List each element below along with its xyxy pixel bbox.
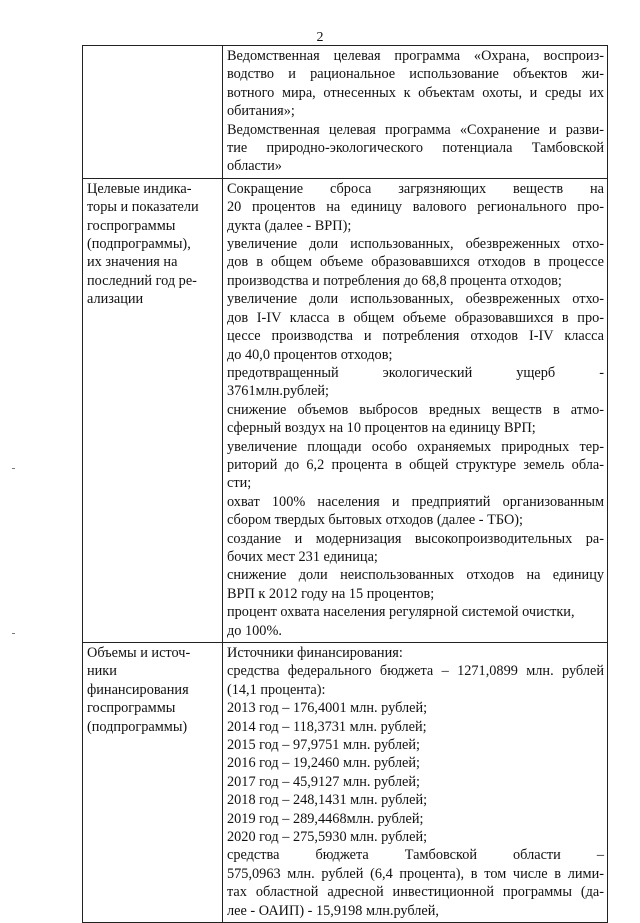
label-line: (подпрограммы), [87,236,191,253]
value-line: бочих мест 231 единица; [227,548,378,565]
value-line: 2015 год – 97,9751 млн. рублей; [227,737,420,754]
value-line: Источники финансирования: [227,645,403,661]
value-line: тие природно-экологического потенциала Тамбовской [227,140,604,157]
margin-mark [12,468,15,469]
label-line: Целевые индика- [87,180,192,197]
value-line: 2017 год – 45,9127 млн. рублей; [227,773,420,790]
label-line: ники [87,663,117,680]
value-line: 3761млн.рублей; [227,383,329,400]
value-line: (14,1 процента): [227,681,326,698]
value-line: лее - ОАИП) - 15,9198 млн.рублей, [227,902,439,919]
label-line: их значения на [87,254,178,271]
value-line: охват 100% населения и предприятий организованным [227,493,604,510]
value-line: обитания»; [227,103,295,120]
row-value-cell [223,178,608,642]
label-line: финансирования [87,681,189,698]
table-row [83,643,608,923]
label-line: последний год ре- [87,272,197,289]
value-line: Ведомственная целевая программа «Охрана, воспроиз- [227,48,604,64]
margin-mark [12,633,15,634]
value-line: увеличение площади особо охраняемых природных тер- [227,438,604,455]
value-line: до 100%. [227,622,282,639]
label-line: ализации [87,291,144,308]
value-line: снижение доли неиспользованных отходов на единицу [227,567,604,584]
label-line: (подпрограммы) [87,718,188,735]
value-line: создание и модернизация высокопроизводительных ра- [227,530,604,547]
value-line: водство и рациональное использование объектов жи- [227,66,604,83]
value-line: цессе производства и потребления отходов I-IV класса [227,328,604,345]
value-line: дукта (далее - ВРП); [227,217,352,234]
value-line: снижение объемов выбросов вредных веществ в атмо- [227,401,604,418]
row-value-cell [223,46,608,179]
value-line: 20 процентов на единицу валового регионального про- [227,199,604,216]
row-value-cell [223,643,608,923]
value-line: 2016 год – 19,2460 млн. рублей; [227,755,420,772]
value-line: производства и потребления до 68,8 процента отходов; [227,272,562,289]
value-line: сбором твердых бытовых отходов (далее - ТБО); [227,512,524,529]
value-line: вотного мира, отнесенных к объектам охоты, и среды их [227,84,604,101]
label-line: госпрограммы [87,700,176,717]
value-line: увеличение доли использованных, обезвреженных отхо- [227,291,604,308]
row-label-cell [83,643,223,923]
value-line: 575,0963 млн. рублей (6,4 процента), в том числе в лими- [227,865,604,882]
value-line: 2019 год – 289,4468млн. рублей; [227,810,424,827]
value-line: средства федерального бюджета – 1271,0899 млн. рублей [227,663,604,680]
value-line: средства бюджета Тамбовской области – [227,847,604,864]
value-line: до 40,0 процентов отходов; [227,346,393,363]
value-line: риторий до 6,2 процента в общей структуре земель обла- [227,456,604,473]
value-line: области» [227,158,282,175]
value-line: 2020 год – 275,5930 млн. рублей; [227,829,428,846]
value-line: предотвращенный экологический ущерб - [227,364,604,381]
table-row [83,178,608,642]
value-line: процент охвата населения регулярной системой очистки, [227,604,575,621]
value-line: дов в общем объеме образовавшихся отходов в процессе [227,254,604,271]
program-passport-table [82,45,608,923]
value-line: Сокращение сброса загрязняющих веществ на [227,180,604,197]
value-line: Ведомственная целевая программа «Сохранение и разви- [227,121,604,138]
page-number: 2 [316,30,324,45]
label-line: торы и показатели [87,199,199,216]
label-line: Объемы и источ- [87,645,191,661]
value-line: тах областной адресной инвестиционной программы (да- [227,884,604,901]
value-line: 2013 год – 176,4001 млн. рублей; [227,700,428,717]
value-line: 2018 год – 248,1431 млн. рублей; [227,792,428,809]
row-label-cell [83,178,223,642]
value-line: дов I-IV класса в общем объеме образовавшихся в про- [227,309,604,326]
value-line: 2014 год – 118,3731 млн. рублей; [227,718,427,735]
label-line: госпрограммы [87,217,176,234]
table-row [83,46,608,179]
value-line: увеличение доли использованных, обезвреженных отхо- [227,236,604,253]
value-line: сти; [227,475,252,492]
value-line: сферный воздух на 10 процентов на единицу ВРП; [227,420,536,437]
row-label-cell [83,46,223,179]
value-line: ВРП к 2012 году на 15 процентов; [227,585,435,602]
